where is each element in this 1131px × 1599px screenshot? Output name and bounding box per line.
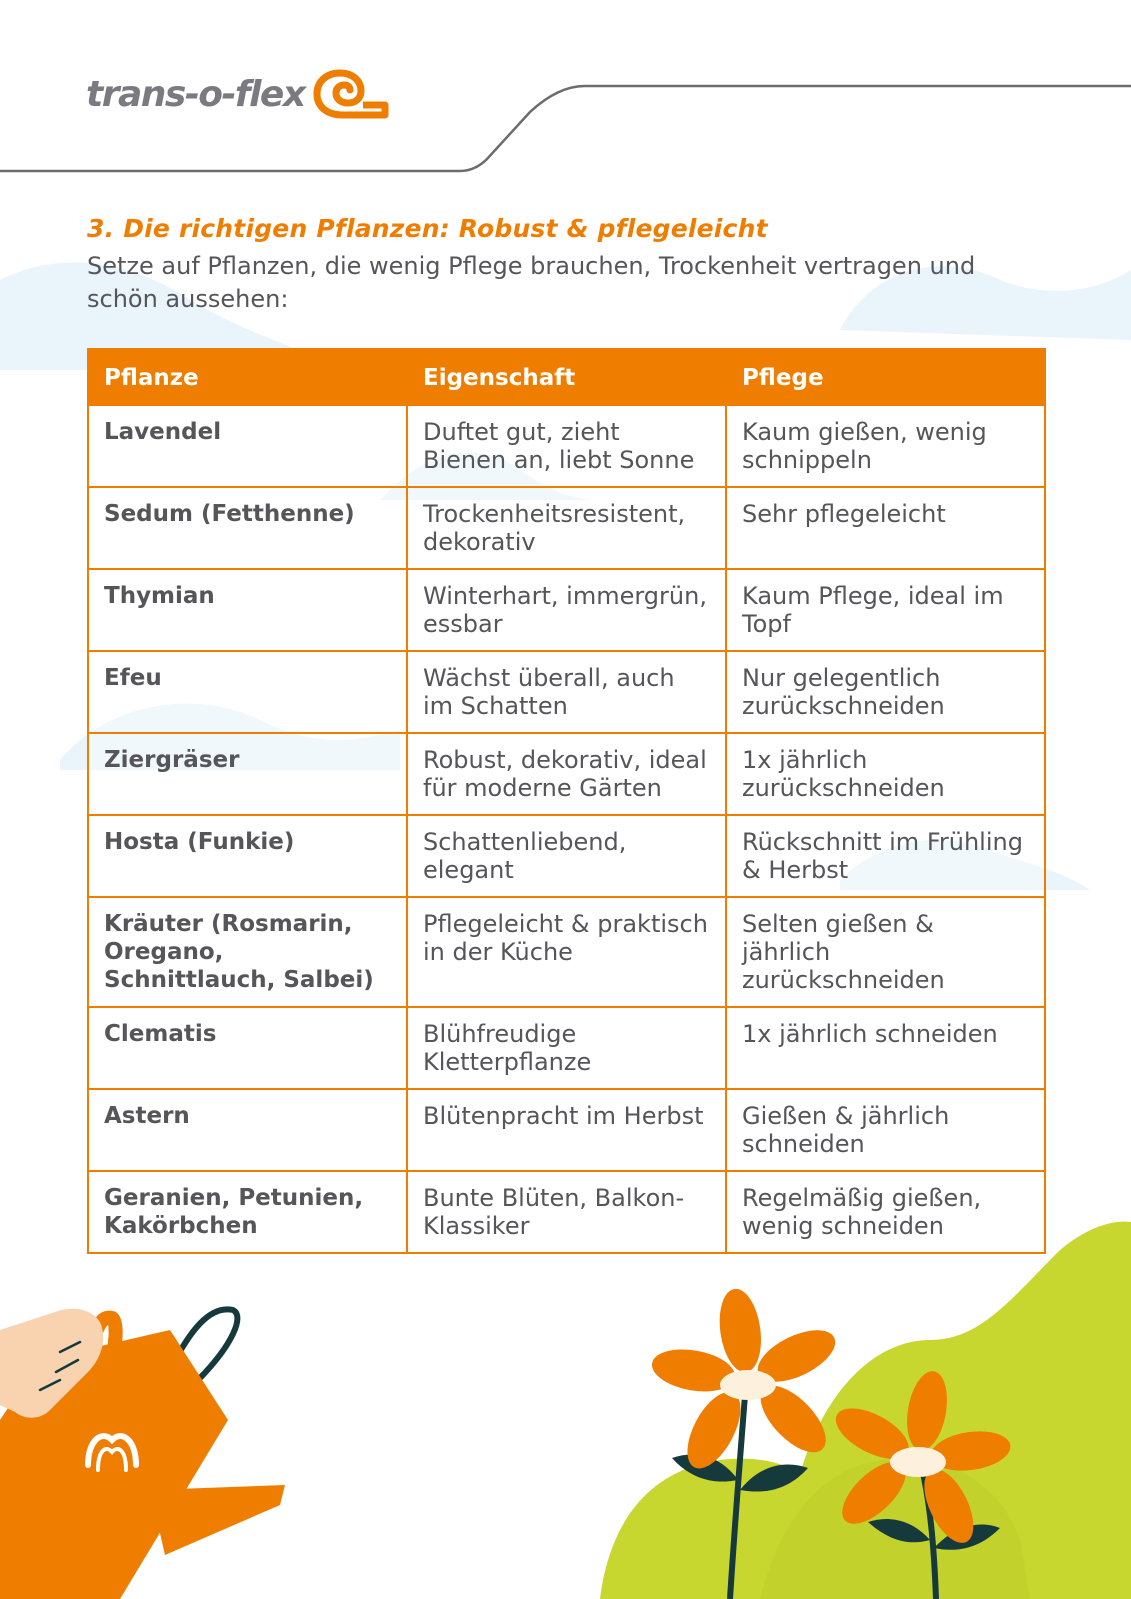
table-row [88,1007,1045,1089]
table-row [88,733,1045,815]
property-cell: Winterhart, immergrün, essbar [407,569,726,651]
care-cell: Rückschnitt im Frühling & Herbst [726,815,1045,897]
intro-paragraph: Setze auf Pflanzen, die wenig Pflege brauchen, Trockenheit vertragen und schön aussehen: [87,252,976,313]
plants-table [87,348,1046,1254]
table-row [88,569,1045,651]
table-row [88,815,1045,897]
header-property: Eigenschaft [407,349,726,405]
care-cell: Gießen & jährlich schneiden [726,1089,1045,1171]
property-cell: Bunte Blüten, Balkon-Klassiker [407,1171,726,1253]
plant-cell: Astern [88,1089,407,1171]
plant-cell: Ziergräser [88,733,407,815]
care-cell: Nur gelegentlich zurückschneiden [726,651,1045,733]
logo-icon [313,69,389,119]
care-cell: Selten gießen & jährlich zurückschneiden [726,897,1045,1007]
brand-logo [86,66,389,122]
care-cell: Regelmäßig gießen, wenig schneiden [726,1171,1045,1253]
property-cell: Pflegeleicht & praktisch in der Küche [407,897,726,1007]
care-cell: Sehr pflegeleicht [726,487,1045,569]
property-cell: Robust, dekorativ, ideal für moderne Gärten [407,733,726,815]
plant-cell: Hosta (Funkie) [88,815,407,897]
property-cell: Wächst überall, auch im Schatten [407,651,726,733]
plant-cell: Geranien, Petunien, Kakörbchen [88,1171,407,1253]
table-row [88,487,1045,569]
property-cell: Blütenpracht im Herbst [407,1089,726,1171]
table-header-row [88,349,1045,405]
plant-cell: Efeu [88,651,407,733]
plant-cell: Sedum (Fetthenne) [88,487,407,569]
section-title: 3. Die richtigen Pflanzen: Robust & pflegeleicht [87,214,768,243]
table-row [88,1171,1045,1253]
property-cell: Schattenliebend, elegant [407,815,726,897]
property-cell: Blühfreudige Kletterpflanze [407,1007,726,1089]
care-cell: 1x jährlich zurückschneiden [726,733,1045,815]
care-cell: Kaum Pflege, ideal im Topf [726,569,1045,651]
plant-cell: Thymian [88,569,407,651]
table-row [88,405,1045,487]
care-cell: 1x jährlich schneiden [726,1007,1045,1089]
table-row [88,897,1045,1007]
header-care: Pflege [726,349,1045,405]
plant-cell: Kräuter (Rosmarin, Oregano, Schnittlauch, Salbei) [88,897,407,1007]
header-plant: Pflanze [88,349,407,405]
logo-wordmark: trans-o-flex [86,73,305,115]
plant-cell: Lavendel [88,405,407,487]
property-cell: Duftet gut, zieht Bienen an, liebt Sonne [407,405,726,487]
plant-cell: Clematis [88,1007,407,1089]
property-cell: Trockenheitsresistent, dekorativ [407,487,726,569]
care-cell: Kaum gießen, wenig schnippeln [726,405,1045,487]
table-row [88,651,1045,733]
table-row [88,1089,1045,1171]
